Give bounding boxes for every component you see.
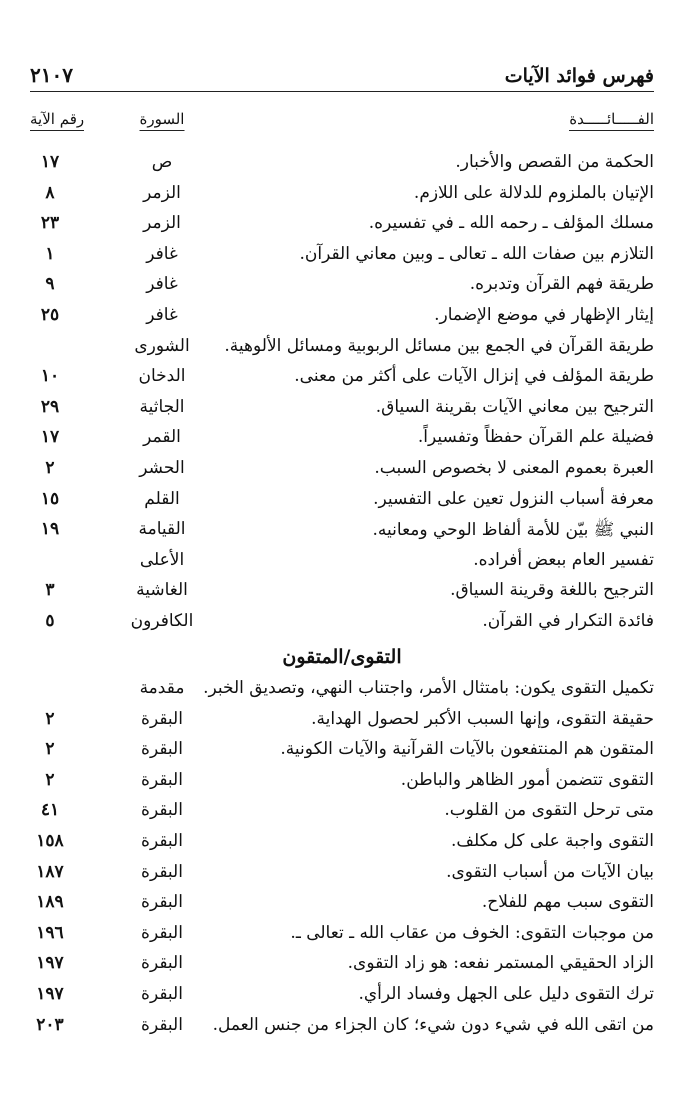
surah-name: البقرة	[141, 800, 183, 821]
index-row	[30, 425, 654, 456]
index-row	[30, 609, 654, 640]
surah-name: الغاشية	[136, 580, 188, 601]
surah-name: البقرة	[141, 953, 183, 974]
column-header-benefit: الفـــــائـــــدة	[569, 110, 654, 131]
ayah-number: ٨	[45, 182, 55, 203]
index-row	[30, 364, 654, 395]
benefit-text: العبرة بعموم المعنى لا بخصوص السبب.	[374, 457, 654, 478]
benefit-text: النبي ﷺ بيّن للأمة ألفاظ الوحي ومعانيه.	[372, 520, 654, 541]
index-row	[30, 211, 654, 242]
index-row	[30, 768, 654, 799]
benefit-text: من موجبات التقوى: الخوف من عقاب الله ـ تعالى ـ.	[290, 922, 654, 943]
benefit-text: متى ترحل التقوى من القلوب.	[444, 800, 654, 821]
benefit-text: الإتيان بالملزوم للدلالة على اللازم.	[413, 182, 654, 203]
column-header-ayah: رقم الآية	[30, 110, 84, 131]
ayah-number: ١٧	[40, 427, 60, 448]
index-row	[30, 1013, 654, 1044]
benefit-text: طريقة فهم القرآن وتدبره.	[469, 274, 654, 295]
index-row	[30, 242, 654, 273]
page-number: ٢١٠٧	[30, 63, 73, 87]
surah-name: مقدمة	[139, 678, 185, 698]
benefit-text: طريقة القرآن في الجمع بين مسائل الربوبية ومسائل الألوهية.	[224, 335, 654, 356]
index-row	[30, 860, 654, 891]
benefit-text: تفسير العام ببعض أفراده.	[473, 549, 654, 570]
index-row	[30, 272, 654, 303]
surah-name: البقرة	[141, 830, 183, 851]
surah-name: غافر	[146, 243, 178, 264]
index-row	[30, 150, 654, 181]
benefit-text: الترجيح بين معاني الآيات بقرينة السياق.	[375, 396, 654, 417]
ayah-number: ١٥٨	[36, 830, 64, 851]
benefit-text: الحكمة من القصص والأخبار.	[455, 152, 654, 172]
index-row	[30, 181, 654, 212]
surah-name: الجاثية	[139, 396, 185, 417]
ayah-number: ١٧	[40, 152, 60, 172]
index-row	[30, 334, 654, 365]
surah-name: البقرة	[141, 708, 183, 729]
index-row	[30, 890, 654, 921]
surah-name: القلم	[144, 488, 180, 509]
benefit-text: التقوى تتضمن أمور الظاهر والباطن.	[400, 769, 654, 790]
benefit-text: التقوى سبب مهم للفلاح.	[481, 892, 654, 913]
index-row	[30, 395, 654, 426]
index-row	[30, 982, 654, 1013]
ayah-number: ٣	[45, 580, 55, 601]
benefit-text: فائدة التكرار في القرآن.	[482, 610, 654, 631]
index-row	[30, 951, 654, 982]
benefit-text: التلازم بين صفات الله ـ تعالى ـ وبين معاني القرآن.	[299, 243, 654, 264]
ayah-number: ٢٣	[40, 213, 60, 234]
benefit-text: الترجيح باللغة وقرينة السياق.	[450, 580, 654, 601]
column-header-surah: السورة	[140, 110, 185, 131]
ayah-number: ١٩٧	[36, 983, 64, 1004]
benefit-text: معرفة أسباب النزول تعين على التفسير.	[373, 488, 654, 509]
surah-name: البقرة	[141, 922, 183, 943]
benefit-text: بيان الآيات من أسباب التقوى.	[446, 861, 654, 882]
surah-name: الدخان	[138, 366, 186, 387]
surah-name: الشورى	[134, 335, 190, 356]
benefit-text: من اتقى الله في شيء دون شيء؛ كان الجزاء من جنس العمل.	[212, 1014, 654, 1035]
surah-name: ص	[151, 152, 173, 172]
ayah-number: ٢٩	[40, 396, 60, 417]
benefit-text: ترك التقوى دليل على الجهل وفساد الرأي.	[358, 983, 654, 1004]
ayah-number: ٢٥	[40, 304, 60, 325]
surah-name: البقرة	[141, 983, 183, 1004]
benefit-text: فضيلة علم القرآن حفظاً وتفسيراً.	[417, 427, 654, 448]
ayah-number: ٢٠٣	[36, 1014, 64, 1035]
benefit-text: مسلك المؤلف ـ رحمه الله ـ في تفسيره.	[368, 213, 654, 234]
page-header	[30, 58, 654, 92]
ayah-number: ١٥	[40, 488, 60, 509]
surah-name: البقرة	[141, 769, 183, 790]
ayah-number: ٢	[45, 769, 55, 790]
column-headers	[30, 110, 654, 136]
ayah-number: ٢	[45, 708, 55, 729]
benefit-text: طريقة المؤلف في إنزال الآيات على أكثر من معنى.	[294, 366, 654, 387]
surah-name: القيامة	[138, 519, 186, 540]
surah-name: الزمر	[143, 213, 181, 234]
index-row	[30, 548, 654, 579]
ayah-number: ٢	[45, 739, 55, 760]
ayah-number: ١٩	[40, 519, 60, 540]
index-row	[30, 487, 654, 518]
surah-name: الزمر	[143, 182, 181, 203]
ayah-number: ١٠	[40, 366, 60, 387]
index-row	[30, 707, 654, 738]
benefit-text: تكميل التقوى يكون: بامتثال الأمر، واجتناب النهي، وتصديق الخبر.	[203, 678, 654, 698]
ayah-number: ١٩٧	[36, 953, 64, 974]
ayah-number: ١٨٩	[36, 892, 64, 913]
benefit-text: المتقون هم المنتفعون بالآيات القرآنية والآيات الكونية.	[280, 739, 654, 760]
surah-name: البقرة	[141, 892, 183, 913]
index-row	[30, 578, 654, 609]
index-row	[30, 921, 654, 952]
index-rows	[30, 150, 654, 640]
benefit-text: حقيقة التقوى، وإنها السبب الأكبر لحصول الهداية.	[311, 708, 654, 729]
ayah-number: ٢	[45, 457, 55, 478]
section-rows	[30, 676, 654, 1043]
header-title: فهرس فوائد الآيات	[504, 65, 654, 87]
index-row	[30, 456, 654, 487]
ayah-number: ١٩٦	[36, 922, 64, 943]
index-row	[30, 798, 654, 829]
ayah-number: ٩	[45, 274, 55, 295]
benefit-text: التقوى واجبة على كل مكلف.	[450, 830, 654, 851]
ayah-number: ١٨٧	[36, 861, 64, 882]
ayah-number: ١	[45, 243, 55, 264]
ayah-number: ٤١	[40, 800, 60, 821]
benefit-text: الزاد الحقيقي المستمر نفعه: هو زاد التقوى.	[347, 953, 654, 974]
ayah-number: ٥	[45, 610, 55, 631]
surah-name: الأعلى	[139, 549, 185, 570]
surah-name: الكافرون	[130, 610, 194, 631]
surah-name: القمر	[143, 427, 181, 448]
section-title: التقوى/المتقون	[282, 646, 402, 668]
surah-name: غافر	[146, 304, 178, 325]
index-row	[30, 737, 654, 768]
surah-name: البقرة	[141, 1014, 183, 1035]
surah-name: الحشر	[139, 457, 185, 478]
surah-name: غافر	[146, 274, 178, 295]
index-row	[30, 676, 654, 707]
index-row	[30, 829, 654, 860]
index-row	[30, 303, 654, 334]
index-row	[30, 517, 654, 548]
surah-name: البقرة	[141, 861, 183, 882]
benefit-text: إيثار الإظهار في موضع الإضمار.	[434, 304, 654, 325]
surah-name: البقرة	[141, 739, 183, 760]
